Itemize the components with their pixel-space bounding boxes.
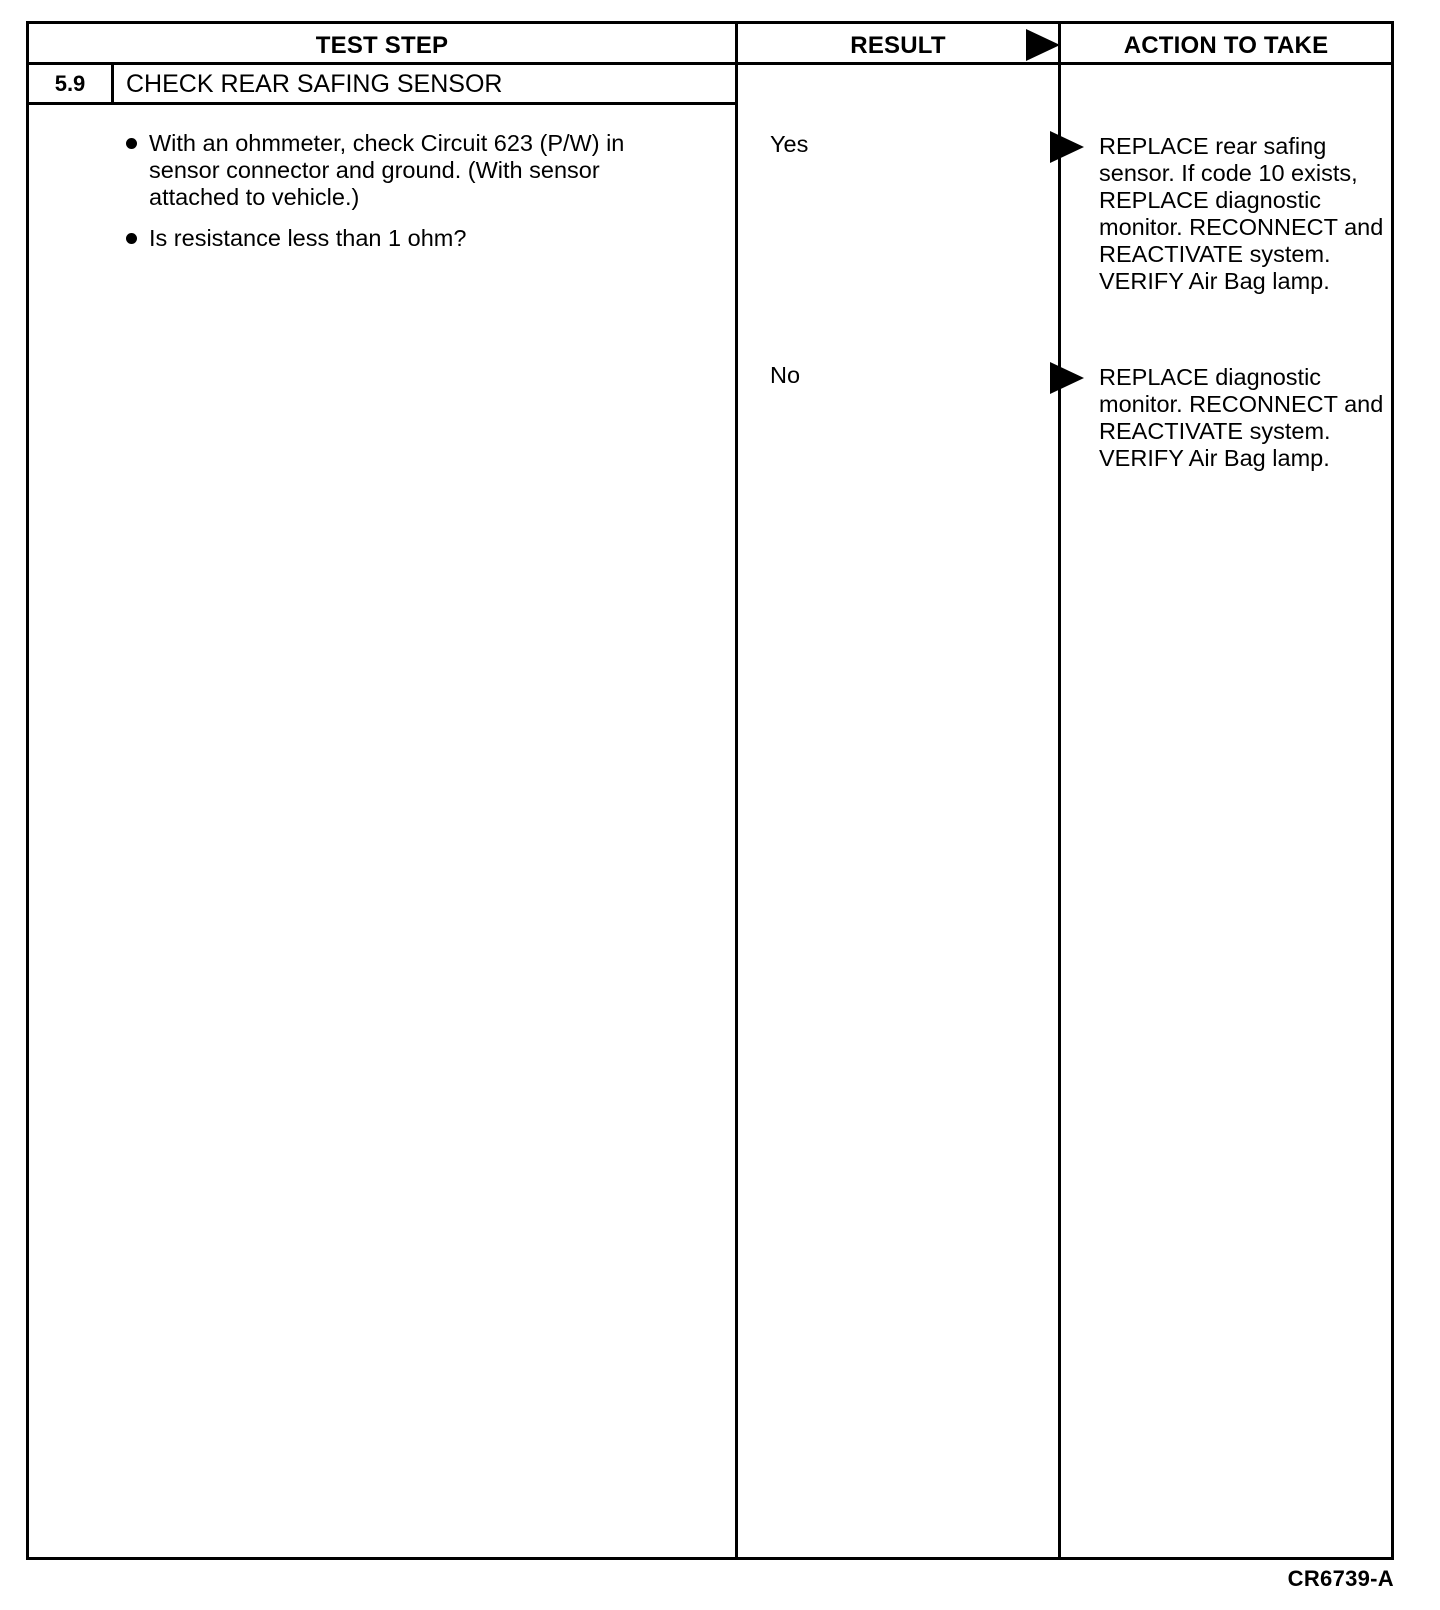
arrow-right-icon [1050,131,1084,163]
column-divider-step-result [735,24,738,1557]
result-yes: Yes [770,131,809,157]
step-number-divider [111,62,114,105]
list-item [124,225,684,252]
bullet-text: Is resistance less than 1 ohm? [149,225,467,251]
bullet-icon [126,233,137,244]
bullet-text: With an ohmmeter, check Circuit 623 (P/W) in sensor connector and ground. (With sensor attached to vehicle.) [149,130,625,210]
step-title: CHECK REAR SAFING SENSOR [126,70,503,98]
action-yes: REPLACE rear safing sensor. If code 10 exists, REPLACE diagnostic monitor. RECONNECT and REACTIVATE system. VERIFY Air Bag lamp. [1099,133,1384,294]
arrow-right-icon [1026,29,1060,61]
header-action: ACTION TO TAKE [1123,32,1329,59]
step-number: 5.9 [54,71,86,96]
column-divider-result-action [1058,24,1061,1557]
header-result: RESULT [850,32,946,59]
header-test-step: TEST STEP [315,32,449,59]
list-item [124,130,684,211]
figure-code: CR6739-A [1287,1566,1394,1591]
action-no: REPLACE diagnostic monitor. RECONNECT and REACTIVATE system. VERIFY Air Bag lamp. [1099,364,1384,471]
result-no: No [770,362,801,388]
bullet-icon [126,138,137,149]
arrow-right-icon [1050,362,1084,394]
test-step-bullets [124,130,684,266]
